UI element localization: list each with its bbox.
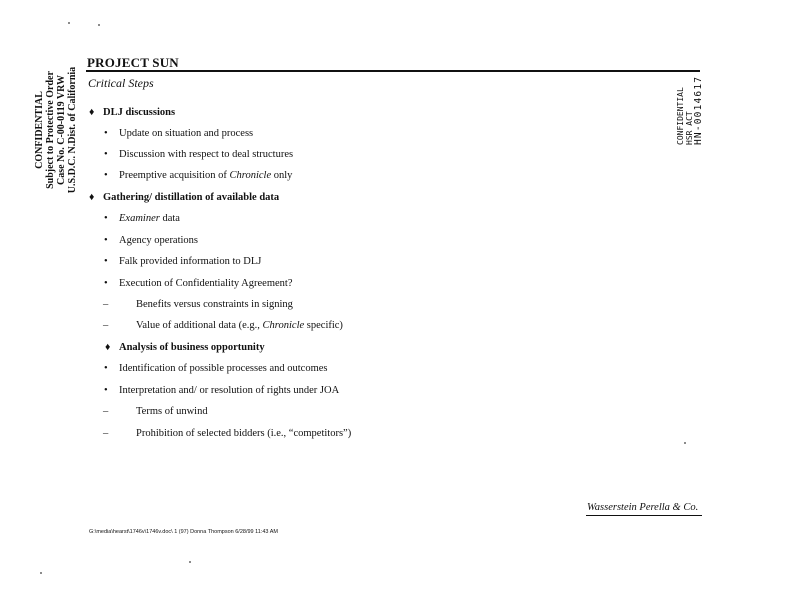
list-item-text: Analysis of business opportunity bbox=[119, 342, 265, 353]
list-item-text: Prohibition of selected bidders (i.e., “competitors”) bbox=[136, 428, 352, 439]
dash-bullet-icon: – bbox=[103, 406, 109, 417]
page-title: PROJECT SUN bbox=[87, 55, 179, 70]
list-item-text: Benefits versus constraints in signing bbox=[136, 299, 293, 310]
stamp-line: Subject to Protective Order bbox=[45, 71, 56, 189]
bullet-icon: • bbox=[104, 363, 108, 374]
diamond-bullet-icon: ♦ bbox=[105, 342, 111, 353]
header-rule bbox=[86, 70, 700, 72]
list-item-text: Gathering/ distillation of available data bbox=[103, 192, 280, 203]
footer-rule bbox=[586, 515, 702, 516]
dash-bullet-icon: – bbox=[103, 299, 109, 310]
list-item-text: Discussion with respect to deal structures bbox=[119, 149, 294, 160]
list-item-text: Identification of possible processes and outcomes bbox=[119, 363, 328, 374]
scan-speck bbox=[68, 22, 70, 24]
list-item-text: Preemptive acquisition of Chronicle only bbox=[119, 170, 293, 181]
stamp-line: CONFIDENTIAL bbox=[34, 91, 45, 169]
list-item-text: Agency operations bbox=[119, 235, 199, 246]
list-item-text: Execution of Confidentiality Agreement? bbox=[119, 278, 293, 289]
bullet-icon: • bbox=[104, 256, 108, 267]
bullet-icon: • bbox=[104, 170, 108, 181]
stamp-line: CONFIDENTIAL bbox=[676, 87, 685, 145]
dash-bullet-icon: – bbox=[103, 320, 109, 331]
dash-bullet-icon: – bbox=[103, 428, 109, 439]
confidential-stamp-left bbox=[34, 65, 78, 195]
bullet-icon: • bbox=[104, 385, 108, 396]
scan-speck bbox=[40, 572, 42, 574]
page-subtitle: Critical Steps bbox=[88, 76, 154, 90]
list-item-text: Examiner data bbox=[119, 213, 180, 224]
scan-speck bbox=[684, 442, 686, 444]
scan-speck bbox=[189, 561, 191, 563]
list-item-text: Update on situation and process bbox=[119, 128, 254, 139]
confidential-stamp-right bbox=[676, 65, 703, 145]
firm-name: Wasserstein Perella & Co. bbox=[587, 502, 699, 513]
stamp-line: U.S.D.C. N.Dist. of California bbox=[67, 66, 78, 194]
list-item-text: Value of additional data (e.g., Chronicle specific) bbox=[136, 320, 343, 331]
scan-speck bbox=[98, 24, 100, 26]
diamond-bullet-icon: ♦ bbox=[89, 107, 95, 118]
stamp-line: Case No. C-00-0119 VRW bbox=[56, 75, 67, 186]
bullet-icon: • bbox=[104, 278, 108, 289]
list-item-text: DLJ discussions bbox=[103, 107, 176, 118]
list-item-text: Falk provided information to DLJ bbox=[119, 256, 262, 267]
bullet-icon: • bbox=[104, 213, 108, 224]
list-item-text: Interpretation and/ or resolution of rights under JOA bbox=[119, 385, 340, 396]
document-id: HN-0014617 bbox=[693, 75, 704, 145]
list-item-text: Terms of unwind bbox=[136, 406, 208, 417]
bullet-icon: • bbox=[104, 128, 108, 139]
bullet-icon: • bbox=[104, 149, 108, 160]
file-path: G:\media\hearst\1746v\1746v.doc\ 1 (97) Donna Thompson 6/28/99 11:43 AM bbox=[89, 529, 278, 535]
stamp-line: HSR ACT bbox=[685, 111, 694, 145]
bullet-icon: • bbox=[104, 235, 108, 246]
diamond-bullet-icon: ♦ bbox=[89, 192, 95, 203]
